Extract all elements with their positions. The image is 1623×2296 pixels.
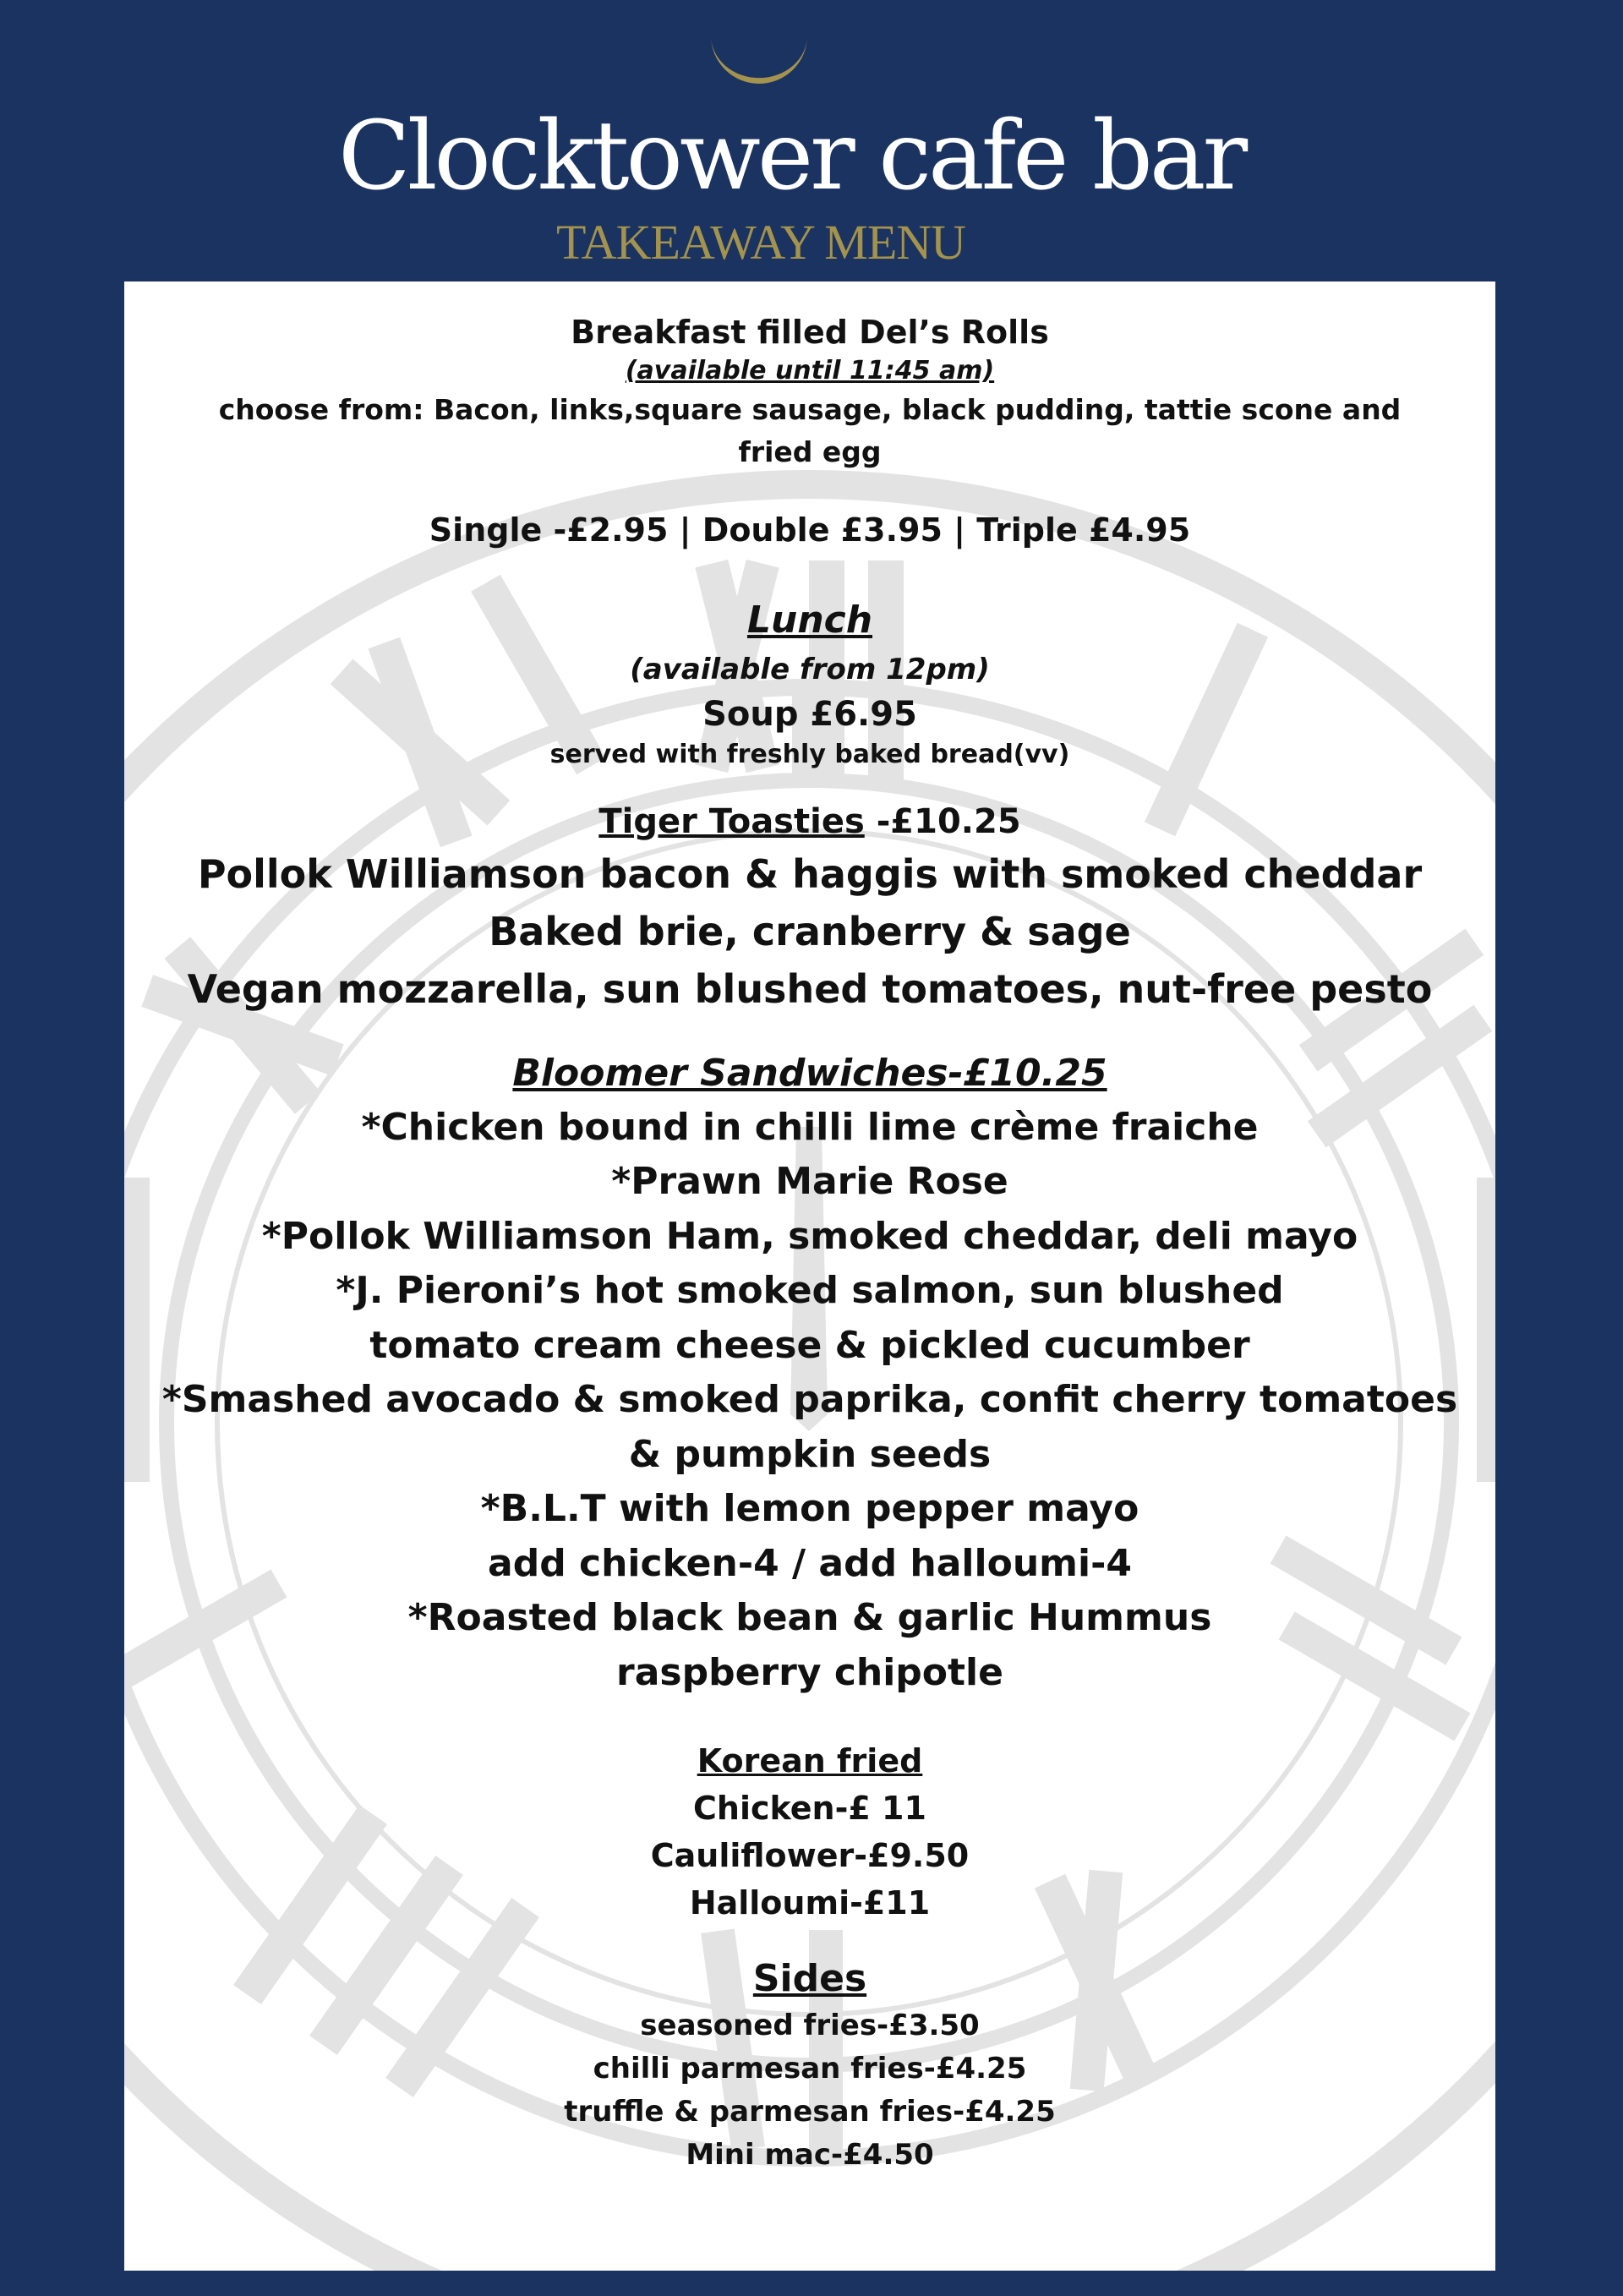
header: [0, 0, 1623, 282]
breakfast-prices: Single -£2.95 | Double £3.95 | Triple £4.95: [429, 511, 1191, 549]
breakfast-choices-line1: choose from: Bacon, links,square sausage, black pudding, tattie scone and: [218, 393, 1402, 426]
menu-subtitle: TAKEAWAY MENU: [555, 215, 966, 270]
breakfast-availability: (available until 11:45 am): [625, 356, 995, 385]
menu-card: [124, 282, 1495, 2271]
toastie-item: Baked brie, cranberry & sage: [489, 908, 1131, 954]
bloomer-item: & pumpkin seeds: [628, 1432, 992, 1476]
lunch-heading: Lunch: [746, 599, 873, 642]
bloomer-item: *Prawn Marie Rose: [611, 1160, 1008, 1203]
menu-content: [124, 282, 1495, 2177]
lunch-availability: (available from 12pm): [630, 652, 990, 686]
korean-item: Halloumi-£11: [689, 1884, 931, 1922]
bloomer-heading: Bloomer Sandwiches-£10.25: [512, 1051, 1107, 1095]
soup-note: served with freshly baked bread(vv): [549, 739, 1070, 769]
toasties-title: [124, 798, 1495, 845]
korean-item: Cauliflower-£9.50: [650, 1837, 970, 1874]
bloomer-item: *B.L.T with lemon pepper mayo: [480, 1487, 1139, 1530]
toasties-price: -£10.25: [864, 801, 1021, 841]
bloomer-item: *Chicken bound in chilli lime crème fraiche: [361, 1105, 1259, 1149]
side-item: truffle & parmesan fries-£4.25: [564, 2095, 1056, 2129]
soup-price: Soup £6.95: [702, 694, 917, 734]
bloomer-item: raspberry chipotle: [616, 1650, 1003, 1694]
side-item: chilli parmesan fries-£4.25: [593, 2052, 1027, 2086]
bloomer-item: add chicken-4 / add halloumi-4: [488, 1541, 1132, 1585]
breakfast-heading: Breakfast filled Del’s Rolls: [571, 314, 1049, 351]
toastie-item: Pollok Williamson bacon & haggis with smoked cheddar: [197, 850, 1423, 897]
crescent-moon-icon: [708, 34, 810, 93]
korean-heading: Korean fried: [697, 1742, 923, 1779]
bloomer-item: *Roasted black bean & garlic Hummus: [407, 1596, 1212, 1639]
bloomer-item: *J. Pieroni’s hot smoked salmon, sun blushed: [336, 1269, 1284, 1312]
side-item: seasoned fries-£3.50: [640, 2009, 980, 2042]
bloomer-item: *Pollok Williamson Ham, smoked cheddar, deli mayo: [261, 1214, 1358, 1258]
korean-item: Chicken-£ 11: [693, 1790, 926, 1827]
sides-heading: Sides: [752, 1957, 867, 2000]
breakfast-choices-line2: fried egg: [738, 435, 882, 468]
cafe-title: Clocktower cafe bar: [338, 101, 1245, 211]
bloomer-item: tomato cream cheese & pickled cucumber: [369, 1323, 1250, 1367]
bloomer-item: *Smashed avocado & smoked paprika, confit cherry tomatoes: [161, 1378, 1458, 1421]
side-item: Mini mac-£4.50: [686, 2138, 934, 2172]
toasties-heading: Tiger Toasties: [598, 801, 865, 841]
toastie-item: Vegan mozzarella, sun blushed tomatoes, nut-free pesto: [187, 965, 1433, 1012]
